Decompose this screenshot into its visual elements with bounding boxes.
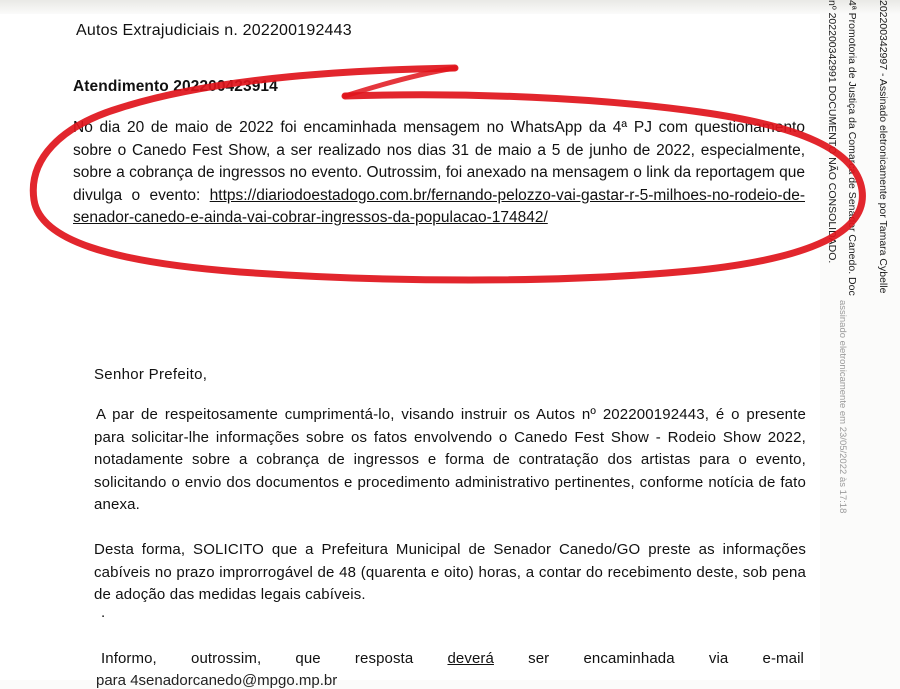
- stray-dot: .: [101, 604, 106, 621]
- request-text: A par de respeitosamente cumprimentá-lo, visando instruir os Autos nº 202200192443, é o presente para solicitar-lhe informações sobre os fatos envolvendo o Canedo Fest Show - Rodeio Show 2022, notadamente sobre a cobrança de ingressos e forma de contratação dos artistas para o evento, solicitando o envio dos documentos e procedimento administrativo pertinentes, conforme notícia de fato anexa.: [94, 406, 806, 513]
- salutation: Senhor Prefeito,: [94, 366, 208, 383]
- solicitation-text: Desta forma, SOLICITO que a Prefeitura Municipal de Senador Canedo/GO preste as informações cabíveis no prazo improrrogável de 48 (quarenta e oito) horas, a contar do recebimento deste, sob pena de adoção das medidas legais cabíveis.: [94, 541, 806, 603]
- side-stamp-office: 4ª Promotoria de Justiça da Comarca de Senador Canedo. Doc: [846, 0, 858, 296]
- solicitation-paragraph: [94, 539, 806, 607]
- email-paragraph: [101, 648, 804, 671]
- atendimento-number: Atendimento 202200423914: [73, 78, 278, 95]
- email-text-after: ser encaminhada via e-mail: [528, 650, 804, 667]
- email-underlined-word: deverá: [447, 650, 494, 667]
- request-paragraph: [94, 404, 806, 517]
- side-stamp-document: nº 202200342991 DOCUMENTO NÃO CONSOLIDADO.: [826, 0, 838, 264]
- report-text: No dia 20 de maio de 2022 foi encaminhada mensagem no WhatsApp da 4ª PJ com questionamento sobre o Canedo Fest Show, a ser realizado nos dias 31 de maio a 5 de junho de 2022, especialmente, sobre a cobrança de ingressos no evento. Outrossim, foi anexado na mensagem o link da reportagem que divulga o evento:: [73, 119, 805, 204]
- email-text-before: Informo, outrossim, que resposta: [101, 650, 414, 667]
- report-paragraph: [73, 117, 805, 230]
- news-link[interactable]: https://diariodoestadogo.com.br/fernando-pelozzo-vai-gastar-r-5-milhoes-no-rodeio-de-senador-canedo-e-ainda-vai-cobrar-ingressos-da-populacao-174842/: [73, 186, 805, 226]
- side-stamp-signer: Assinado eletronicamente por Tamara Cybelle: [877, 78, 889, 294]
- email-address-cutoff: para 4senadorcanedo@mpgo.mp.br: [96, 672, 338, 689]
- side-stamp-timestamp: assinado eletronicamente em 23/05/2022 às 17:18: [837, 300, 848, 514]
- scan-edge: [0, 0, 900, 14]
- side-stamp-signature: [871, 0, 889, 680]
- side-stamp-prefix: 202200342997 -: [877, 0, 889, 77]
- case-header: Autos Extrajudiciais n. 202200192443: [76, 22, 352, 39]
